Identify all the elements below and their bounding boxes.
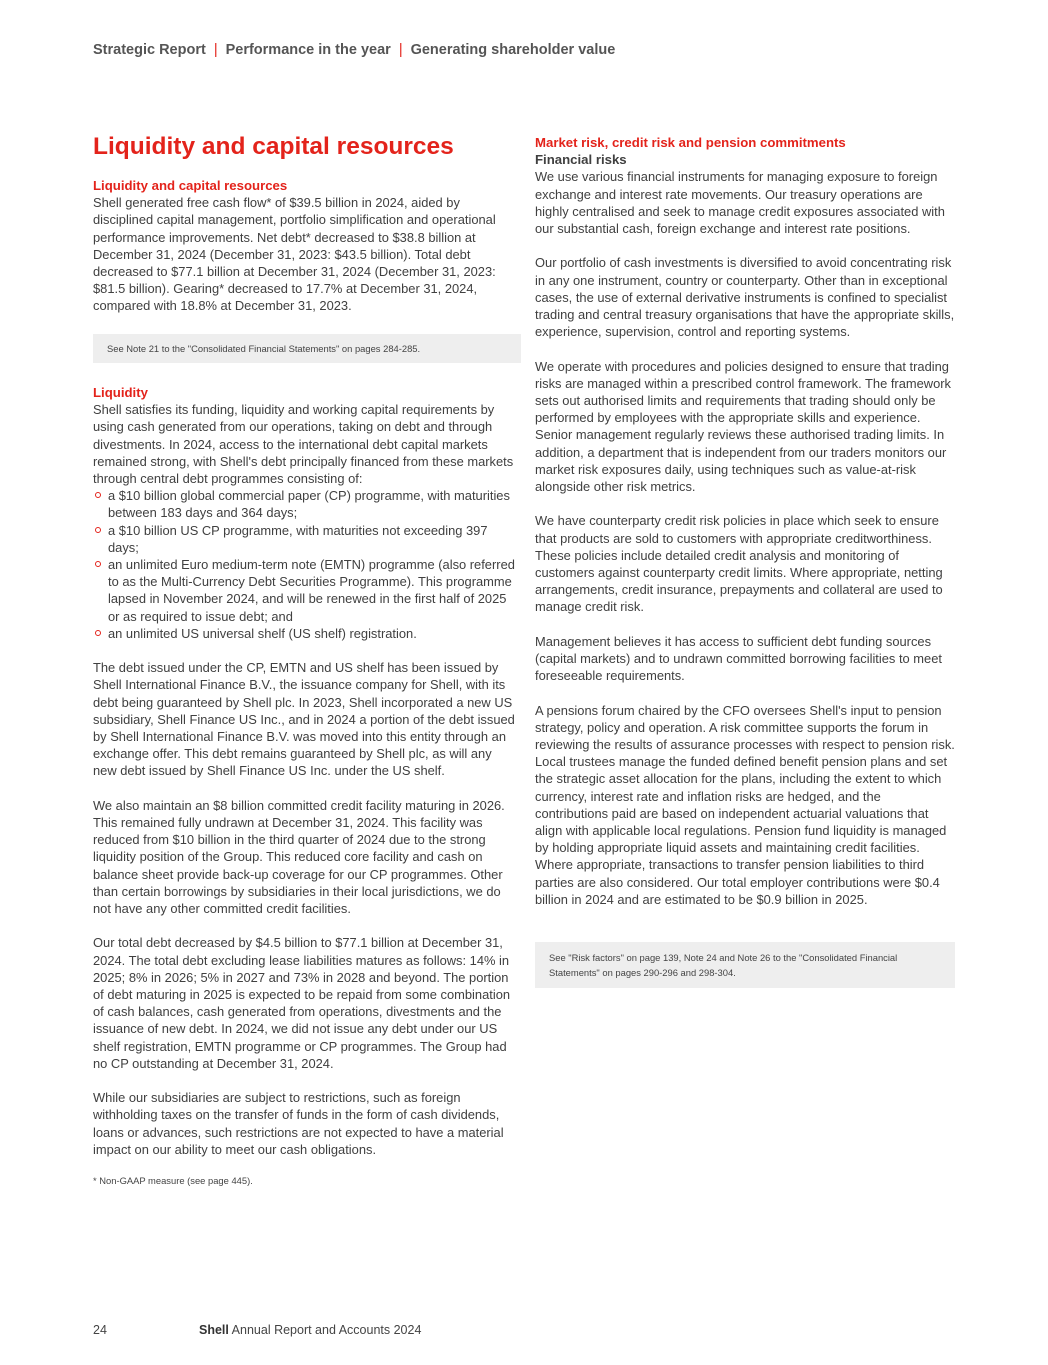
paragraph: A pensions forum chaired by the CFO oversees Shell's input to pension strategy, policy and operation. A risk committee supports the forum in reviewing the results of assurance processes with respect to pension risk. Local trustees manage the funded defined benefit pension plans and set the strategic asset allocation for the plans, including the extent to which currency, interest rate and inflation risks are hedged, and the contributions paid are based on independent actuarial valuations that align with applicable local regulations. Pension fund liquidity is managed by holding appropriate liquid assets and maintaining credit facilities. Where appropriate, transactions to transfer pension liabilities to third parties are also considered. Our total employer contributions were $0.4 billion in 2024 and are estimated to be $0.9 billion in 2025. — [535, 702, 955, 907]
breadcrumb-performance[interactable]: Performance in the year — [225, 42, 391, 58]
section-heading: Liquidity — [93, 385, 148, 400]
breadcrumb-separator: | — [213, 42, 218, 58]
paragraph: Management believes it has access to sufficient debt funding sources (capital markets) and to undrawn committed borrowing facilities to meet foreseeable requirements. — [535, 633, 942, 684]
note-text: See "Risk factors" on page 139, Note 24 and Note 26 to the "Consolidated Financial Statements" on pages 290-296 and 298-304. — [549, 952, 898, 978]
breadcrumb-strategic-report[interactable]: Strategic Report — [93, 42, 206, 58]
page-title: Liquidity and capital resources — [93, 133, 454, 160]
page-number: 24 — [93, 1323, 107, 1337]
note-box — [535, 942, 955, 988]
section-subheading: Financial risks — [535, 152, 627, 168]
paragraph: Shell satisfies its funding, liquidity and working capital requirements by using cash generated from our operations, taking on debt and through divestments. In 2024, access to the international debt capital markets remained strong, with Shell's debt principally financed from these markets through central debt programmes consisting of: — [93, 402, 514, 487]
list-item: an unlimited US universal shelf (US shelf) registration. — [93, 625, 515, 642]
paragraph: Our portfolio of cash investments is diversified to avoid concentrating risk in any one instrument, country or counterparty. Other than in exceptional cases, the use of external derivative instruments is confined to specialist trading and central treasury organisations that have the appropriate skills, experience, supervision, control and reporting systems. — [535, 255, 955, 340]
note-text: See Note 21 to the "Consolidated Financial Statements" on pages 284-285. — [107, 343, 421, 354]
section-liquidity-capital — [93, 177, 515, 315]
footnote: * Non-GAAP measure (see page 445). — [93, 1175, 253, 1186]
paragraph: Shell generated free cash flow* of $39.5 billion in 2024, aided by disciplined capital management, portfolio simplification and operational performance improvements. Net debt* decreased to $38.8 billion at December 31, 2024 (December 31, 2023: $43.5 billion). Total debt decreased to $77.1 billion at December 31, 2024 (December 31, 2023: $81.5 billion). Gearing* decreased to 17.7% at December 31, 2024, compared with 18.8% at December 31, 2023. — [93, 195, 496, 314]
section-heading: Liquidity and capital resources — [93, 178, 288, 193]
section-heading: Market risk, credit risk and pension commitments — [535, 135, 846, 150]
paragraph: We have counterparty credit risk policies in place which seek to ensure that products are sold to customers with appropriate creditworthiness. These policies include detailed credit analysis and monitoring of customers against counterparty credit limits. Where appropriate, netting arrangements, credit insurance, prepayments and collateral are used to manage credit risk. — [535, 513, 943, 615]
list-item: a $10 billion US CP programme, with maturities not exceeding 397 days; — [93, 522, 515, 556]
paragraph: We use various financial instruments for managing exposure to foreign exchange and interest rate movements. Our treasury operations are highly centralised and seek to manage credit exposures associated with our substantial cash, foreign exchange and interest rate positions. — [535, 169, 945, 237]
list-item: an unlimited Euro medium-term note (EMTN) programme (also referred to as the Multi-Currency Debt Securities Programme). This programme lapsed in November 2024, and will be renewed in the first half of 2025 or as required to issue debt; and — [93, 556, 515, 625]
breadcrumb-generating-value[interactable]: Generating shareholder value — [410, 42, 616, 58]
section-market-risk — [535, 134, 955, 908]
paragraph: We operate with procedures and policies designed to ensure that trading risks are managed within a prescribed control framework. The framework sets out authorised limits and requirements that trading should only be performed by employees with the appropriate skills and experience. Senior management regularly reviews these authorised trading limits. In addition, a department that is independent from our traders monitors our market risk exposures daily, using techniques such as value-at-risk alongside other risk metrics. — [535, 358, 952, 495]
footer-report-title — [199, 1323, 421, 1337]
section-liquidity — [93, 384, 515, 1158]
paragraph: Our total debt decreased by $4.5 billion to $77.1 billion at December 31, 2024. The total debt excluding lease liabilities matures as follows: 14% in 2025; 8% in 2026; 5% in 2027 and 73% in 2028 and beyond. The portion of debt maturing in 2025 is expected to be repaid from some combination of cash balances, cash generated from operations, divestments and the issuance of new debt. In 2024, we did not issue any debt under our US shelf registration, EMTN programme or CP programmes. The Group had no CP outstanding at December 31, 2024. — [93, 935, 511, 1071]
breadcrumb-separator: | — [398, 42, 403, 58]
paragraph: While our subsidiaries are subject to restrictions, such as foreign withholding taxes on the transfer of funds in the form of cash dividends, loans or advances, such restrictions are not expected to have a material impact on our ability to meet our cash obligations. — [93, 1090, 504, 1157]
list-item: a $10 billion global commercial paper (CP) programme, with maturities between 183 days and 364 days; — [93, 487, 515, 521]
note-box — [93, 334, 521, 363]
paragraph: We also maintain an $8 billion committed credit facility maturing in 2026. This remained fully undrawn at December 31, 2024. This facility was reduced from $10 billion in the third quarter of 2024 due to the strong liquidity position of the Group. This reduced core facility and cash on balance sheet provide back-up coverage for our CP programmes. Other than certain borrowings by subsidiaries in their local jurisdictions, we do not have any other committed credit facilities. — [93, 797, 505, 917]
debt-programme-list — [93, 487, 515, 642]
breadcrumb — [93, 42, 615, 58]
paragraph: The debt issued under the CP, EMTN and US shelf has been issued by Shell International Finance B.V., the issuance company for Shell, with its debt being guaranteed by Shell plc. In 2023, Shell incorporated a new US subsidiary, Shell Finance US Inc., and in 2024 a portion of the debt issued by Shell International Finance B.V. was moved into this entity through an exchange offer. This debt remains guaranteed by Shell plc, as will any new debt issued by Shell Finance US Inc. under the US shelf. — [93, 660, 515, 779]
footer-brand: Shell — [199, 1323, 229, 1337]
footer-report-name: Annual Report and Accounts 2024 — [231, 1323, 422, 1337]
